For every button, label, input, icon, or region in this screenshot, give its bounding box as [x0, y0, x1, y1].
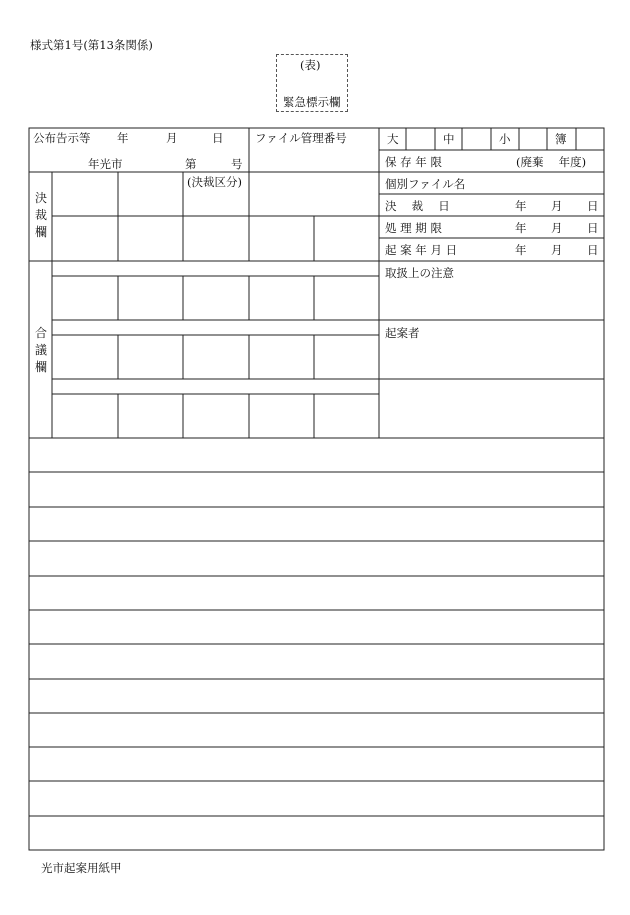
decision-date-year: 年	[515, 199, 527, 213]
decision-date-label: 決 裁 日	[385, 199, 450, 213]
decision-column-label: 決裁欄	[34, 191, 47, 239]
class-dai: 大	[387, 132, 399, 146]
retention-value: (廃棄 年度)	[516, 155, 587, 169]
class-bo: 簿	[555, 132, 567, 146]
draft-date-day: 日	[587, 243, 599, 257]
publication-label: 公布告示等	[33, 131, 91, 145]
publication-month: 月	[166, 131, 178, 145]
number-go: 号	[231, 157, 243, 171]
publication-year: 年	[117, 131, 129, 145]
file-management-number-label: ファイル管理番号	[255, 131, 347, 145]
retention-label: 保 存 年 限	[385, 155, 442, 169]
individual-file-label: 個別ファイル名	[385, 177, 466, 191]
class-chu: 中	[443, 132, 455, 146]
decision-date-day: 日	[587, 199, 599, 213]
drafter-label: 起案者	[385, 326, 420, 340]
number-dai: 第	[185, 157, 197, 171]
handling-notes-label: 取扱上の注意	[385, 266, 454, 280]
form-number: 様式第1号(第13条関係)	[30, 38, 153, 52]
processing-deadline-day: 日	[587, 221, 599, 235]
decision-date-month: 月	[551, 199, 563, 213]
draft-date-label: 起 案 年 月 日	[385, 243, 458, 257]
side-label: (表)	[300, 58, 321, 72]
processing-deadline-month: 月	[551, 221, 563, 235]
emergency-label: 緊急標示欄	[283, 95, 341, 109]
draft-date-month: 月	[551, 243, 563, 257]
processing-deadline-year: 年	[515, 221, 527, 235]
publication-day: 日	[212, 131, 224, 145]
draft-date-year: 年	[515, 243, 527, 257]
council-column-label: 合議欄	[34, 326, 47, 374]
city-number-prefix: 年光市	[88, 157, 123, 171]
paper-name: 光市起案用紙甲	[41, 861, 122, 875]
class-sho: 小	[499, 132, 511, 146]
processing-deadline-label: 処 理 期 限	[385, 221, 442, 235]
decision-class-label: (決裁区分)	[187, 175, 242, 189]
